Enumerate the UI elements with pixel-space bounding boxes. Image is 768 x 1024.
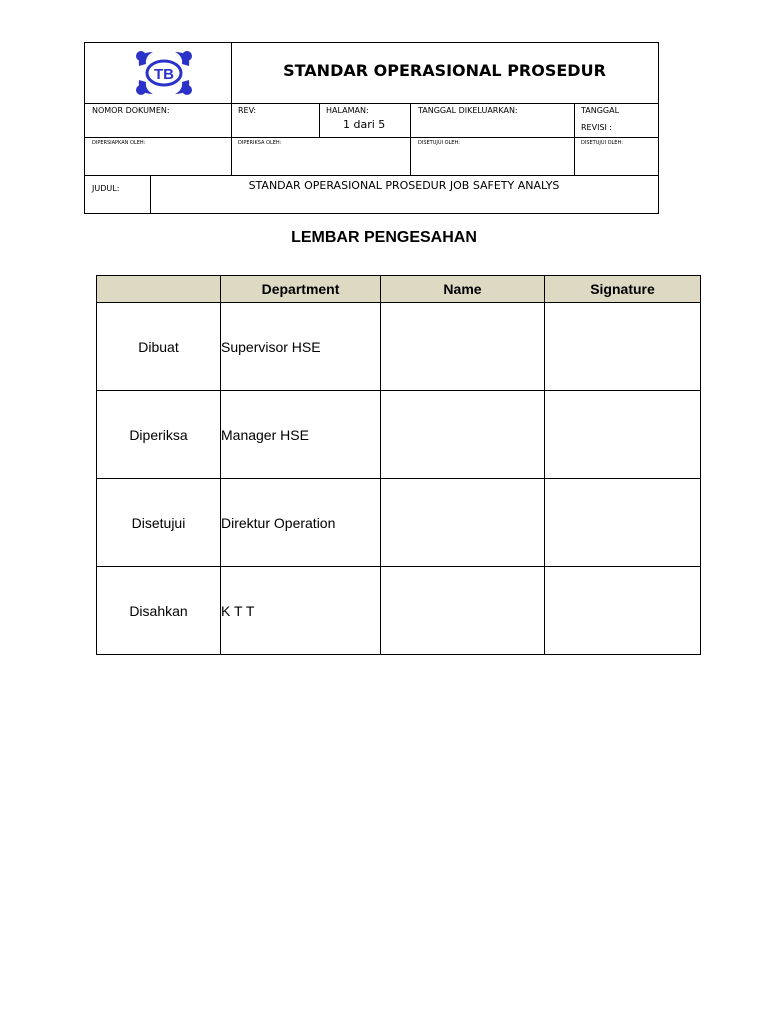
table-row xyxy=(97,303,701,391)
column-header-role xyxy=(97,276,221,303)
judul-value: STANDAR OPERASIONAL PROSEDUR JOB SAFETY ANALYS xyxy=(248,179,560,192)
signature-cell[interactable] xyxy=(545,391,701,479)
header-divider xyxy=(231,103,232,175)
judul-label: JUDUL: xyxy=(92,184,120,193)
header-divider xyxy=(85,175,658,176)
role-cell: Dibuat xyxy=(97,303,221,391)
rev-label: REV: xyxy=(238,106,257,115)
header-divider xyxy=(319,103,320,137)
department-cell: Supervisor HSE xyxy=(221,303,381,391)
disetujui-label: DISETUJUI OLEH: xyxy=(581,140,623,146)
header-divider xyxy=(410,103,411,175)
dipersiapkan-label: DIPERSIAPKAN OLEH: xyxy=(92,140,146,146)
department-cell: K T T xyxy=(221,567,381,655)
approval-table xyxy=(96,275,701,655)
tanggal-dikeluarkan-label: TANGGAL DIKELUARKAN: xyxy=(418,106,518,115)
document-header xyxy=(84,42,659,214)
tanggal-revisi-label: REVISI : xyxy=(581,123,613,132)
halaman-value: 1 dari 5 xyxy=(343,118,386,131)
role-cell: Diperiksa xyxy=(97,391,221,479)
name-cell[interactable] xyxy=(381,567,545,655)
halaman-label: HALAMAN: xyxy=(326,106,369,115)
signature-cell[interactable] xyxy=(545,567,701,655)
department-cell: Direktur Operation xyxy=(221,479,381,567)
column-header-name: Name xyxy=(381,276,545,303)
logo-text: TB xyxy=(154,66,174,83)
tanggal-revisi-label: TANGGAL xyxy=(581,106,620,115)
column-header-signature: Signature xyxy=(545,276,701,303)
approval-heading: LEMBAR PENGESAHAN xyxy=(291,229,477,246)
name-cell[interactable] xyxy=(381,303,545,391)
nomor-dokumen-label: NOMOR DOKUMEN: xyxy=(92,106,170,115)
table-row xyxy=(97,567,701,655)
company-logo xyxy=(133,46,195,100)
signature-cell[interactable] xyxy=(545,479,701,567)
name-cell[interactable] xyxy=(381,391,545,479)
name-cell[interactable] xyxy=(381,479,545,567)
role-cell: Disahkan xyxy=(97,567,221,655)
table-header-row xyxy=(97,276,701,303)
diperiksa-label: DIPERIKSA OLEH: xyxy=(238,140,282,146)
header-divider xyxy=(85,103,658,104)
role-cell: Disetujui xyxy=(97,479,221,567)
header-divider xyxy=(85,137,658,138)
table-row xyxy=(97,479,701,567)
header-divider xyxy=(574,103,575,175)
signature-cell[interactable] xyxy=(545,303,701,391)
department-cell: Manager HSE xyxy=(221,391,381,479)
table-row xyxy=(97,391,701,479)
column-header-department: Department xyxy=(221,276,381,303)
document-title: STANDAR OPERASIONAL PROSEDUR xyxy=(283,61,606,80)
disetujui-label: DISETUJUI OLEH: xyxy=(418,140,460,146)
